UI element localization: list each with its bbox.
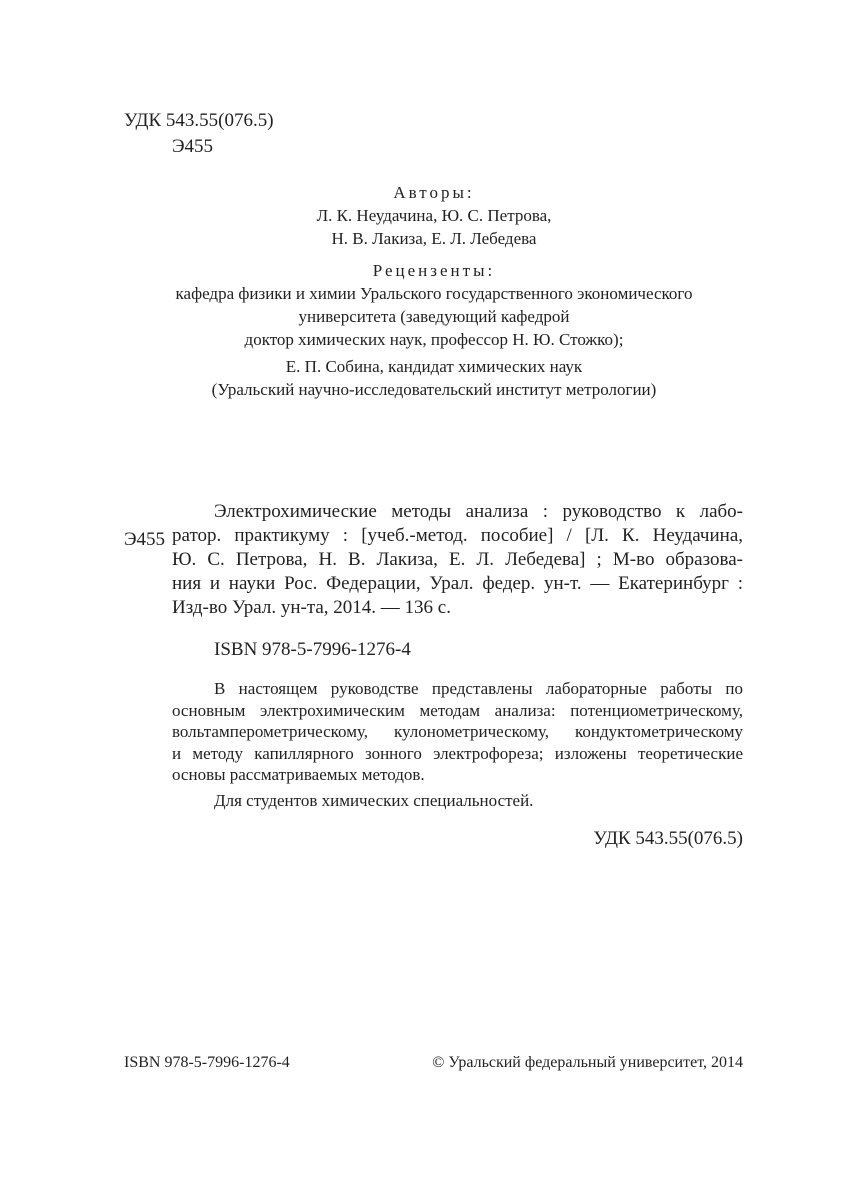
annotation-line: основы рассматриваемых методов.: [172, 765, 425, 784]
udk-code: УДК 543.55(076.5): [124, 110, 274, 131]
reviewers-line: кафедра физики и химии Уральского государственного экономического: [175, 284, 693, 303]
annotation-line: В настоящем руководстве представлены лабораторные работы по: [214, 679, 743, 698]
record-line: ратор. практикуму : [учеб.-метод. пособие] / [Л. К. Неудачина,: [172, 525, 743, 546]
authors-line: Н. В. Лакиза, Е. Л. Лебедева: [331, 229, 537, 248]
authors-block: [124, 181, 744, 250]
record-line: ния и науки Рос. Федерации, Урал. федер. ун-т. — Екатеринбург :: [172, 573, 743, 594]
annotation-line: и методу капиллярного зонного электрофореза; изложены теоретические: [172, 743, 743, 763]
authors-label: Авторы:: [393, 183, 475, 202]
udk-header: [124, 108, 274, 160]
record-line: Электрохимические методы анализа : руководство к лабо-: [214, 501, 743, 522]
footer-isbn: ISBN 978-5-7996-1276-4: [124, 1054, 290, 1071]
reviewers-line: доктор химических наук, профессор Н. Ю. Стожко);: [244, 330, 624, 349]
reviewers-label: Рецензенты:: [372, 261, 496, 280]
authors-line: Л. К. Неудачина, Ю. С. Петрова,: [316, 206, 552, 225]
annotation-line: вольтамперометрическому, кулонометрическому, кондуктометрическому: [172, 722, 743, 741]
udk-bottom: УДК 543.55(076.5): [593, 828, 743, 849]
catalog-code-record: Э455: [124, 529, 166, 550]
reviewers-block: [124, 259, 744, 401]
record-line: Изд-во Урал. ун-та, 2014. — 136 с.: [172, 597, 451, 618]
reviewers-line: (Уральский научно-исследовательский институт метрологии): [211, 380, 657, 399]
reviewers-line: университета (заведующий кафедрой: [298, 307, 570, 326]
audience-note: Для студентов химических специальностей.: [214, 790, 534, 810]
annotation-line: основным электрохимическим методам анализа: потенциометрическому,: [172, 700, 743, 720]
reviewers-line: Е. П. Собина, кандидат химических наук: [285, 357, 583, 376]
annotation: [172, 678, 743, 811]
bibliographic-record: [172, 500, 743, 620]
record-line: Ю. С. Петрова, Н. В. Лакиза, Е. Л. Лебедева] ; М-во образова-: [172, 549, 743, 570]
isbn: ISBN 978-5-7996-1276-4: [214, 639, 411, 660]
copyright: © Уральский федеральный университет, 2014: [432, 1054, 743, 1071]
catalog-code-top: Э455: [172, 136, 214, 157]
